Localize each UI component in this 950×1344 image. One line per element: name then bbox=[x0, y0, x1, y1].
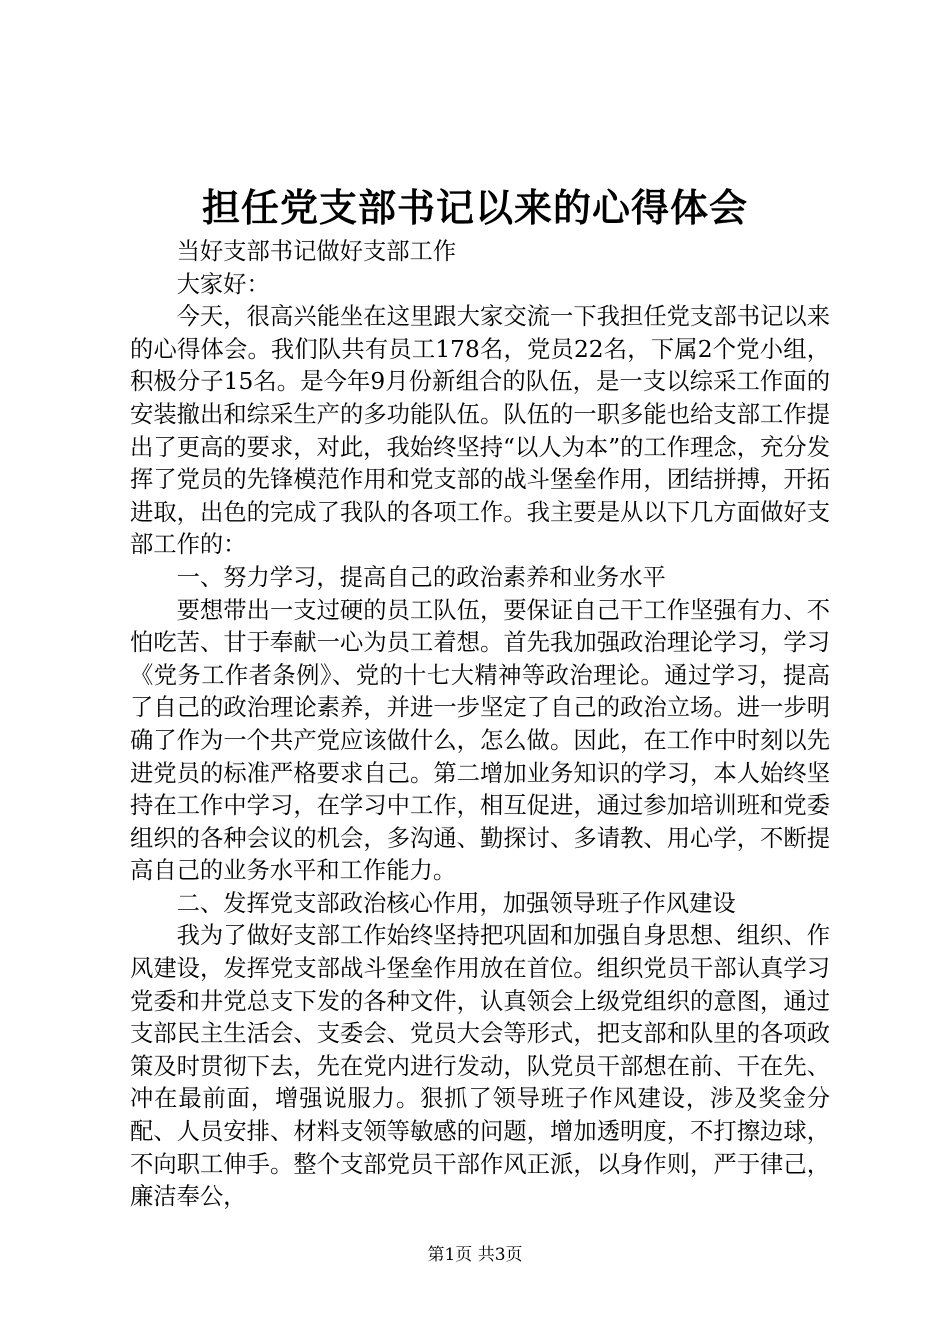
greeting-paragraph: 大家好： bbox=[176, 270, 270, 298]
document-title: 担任党支部书记以来的心得体会 bbox=[201, 185, 748, 230]
document-body bbox=[130, 236, 830, 1214]
section-paragraph-1: 要想带出一支过硬的员工队伍，要保证自己干工作坚强有力、不怕吃苦、甘于奉献一心为员工着想。首先我加强政治理论学习，学习《党务工作者条例》、党的十七大精神等政治理论。通过学习，提高了自己的政治理论素养，并进一步坚定了自己的政治立场。进一步明确了作为一个共产党应该做什么，怎么做。因此，在工作中时刻以先进党员的标准严格要求自己。第二增加业务知识的学习，本人始终坚持在工作中学习，在学习中工作，相互促进，通过参加培训班和党委组织的各种会议的机会，多沟通、勤探讨、多请教、用心学，不断提高自己的业务水平和工作能力。 bbox=[130, 596, 830, 885]
subtitle-paragraph: 当好支部书记做好支部工作 bbox=[176, 238, 457, 265]
intro-paragraph: 今天，很高兴能坐在这里跟大家交流一下我担任党支部书记以来的心得体会。我们队共有员工178名，党员22名，下属2个党小组，积极分子15名。是今年9月份新组合的队伍，是一支以综采工作面的安装撤出和综采生产的多功能队伍。队伍的一职多能也给支部工作提出了更高的要求，对此，我始终坚持“以人为本”的工作理念，充分发挥了党员的先锋模范作用和党支部的战斗堡垒作用，团结拼搏，开拓进取，出色的完成了我队的各项工作。我主要是从以下几方面做好支部工作的： bbox=[130, 303, 830, 559]
section-heading-2: 二、发挥党支部政治核心作用，加强领导班子作风建设 bbox=[176, 889, 736, 917]
section-heading-1: 一、努力学习，提高自己的政治素养和业务水平 bbox=[176, 563, 666, 591]
section-paragraph-2: 我为了做好支部工作始终坚持把巩固和加强自身思想、组织、作风建设，发挥党支部战斗堡垒作用放在首位。组织党员干部认真学习党委和井党总支下发的各种文件，认真领会上级党组织的意图，通过支部民主生活会、支委会、党员大会等形式，把支部和队里的各项政策及时贯彻下去，先在党内进行发动，队党员干部想在前、干在先、冲在最前面，增强说服力。狠抓了领导班子作风建设，涉及奖金分配、人员安排、材料支领等敏感的问题，增加透明度，不打擦边球，不向职工伸手。整个支部党员干部作风正派，以身作则，严于律己，廉洁奉公， bbox=[130, 922, 830, 1211]
page-footer: 第1页 共3页 bbox=[427, 1245, 523, 1265]
